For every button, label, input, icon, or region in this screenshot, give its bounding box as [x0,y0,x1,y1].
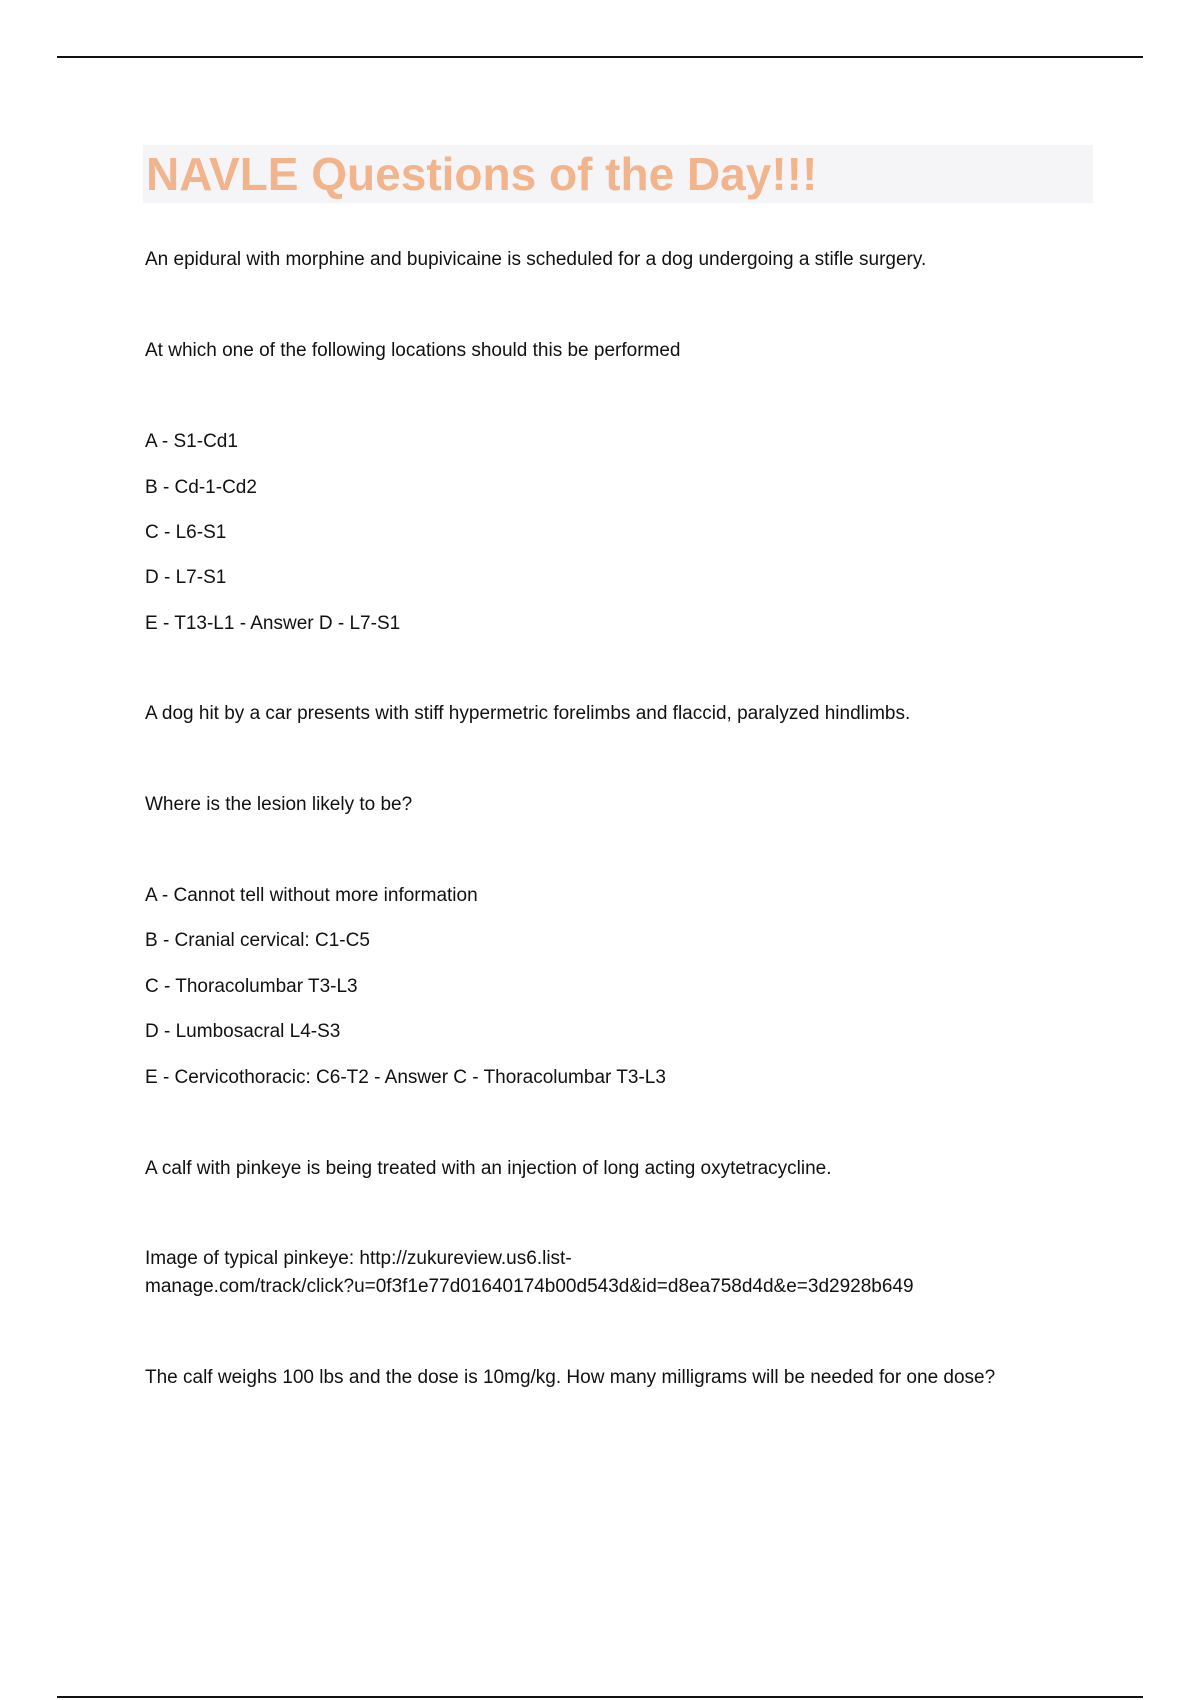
question-3-image-link-line-2: manage.com/track/click?u=0f3f1e77d01640174b00d543d&id=d8ea758d4d&e=3d2928b649 [145,1276,914,1297]
top-divider [57,56,1143,58]
question-3-prompt: The calf weighs 100 lbs and the dose is 10mg/kg. How many milligrams will be needed for one dose? [145,1367,996,1388]
bottom-divider [57,1696,1143,1698]
question-1-option-a: A - S1-Cd1 [145,431,238,452]
question-2-stem: A dog hit by a car presents with stiff hypermetric forelimbs and flaccid, paralyzed hindlimbs. [145,703,911,724]
question-1-option-b: B - Cd-1-Cd2 [145,477,257,498]
question-1-prompt: At which one of the following locations should this be performed [145,340,681,361]
question-1-option-c: C - L6-S1 [145,522,227,543]
question-2-option-e-answer: E - Cervicothoracic: C6-T2 - Answer C - Thoracolumbar T3-L3 [145,1067,666,1088]
question-2-option-b: B - Cranial cervical: C1-C5 [145,930,370,951]
question-1-option-e-answer: E - T13-L1 - Answer D - L7-S1 [145,613,401,634]
question-3-stem: A calf with pinkeye is being treated with an injection of long acting oxytetracycline. [145,1158,832,1179]
question-3-image-link-line-1: Image of typical pinkeye: http://zukureview.us6.list- [145,1248,572,1269]
question-2-option-a: A - Cannot tell without more information [145,885,478,906]
question-2-prompt: Where is the lesion likely to be? [145,794,413,815]
question-1-stem: An epidural with morphine and bupivicaine is scheduled for a dog undergoing a stifle surgery. [145,249,927,270]
question-1-option-d: D - L7-S1 [145,567,227,588]
question-2-option-c: C - Thoracolumbar T3-L3 [145,976,358,997]
page-title: NAVLE Questions of the Day!!! [146,148,818,200]
question-2-option-d: D - Lumbosacral L4-S3 [145,1021,341,1042]
